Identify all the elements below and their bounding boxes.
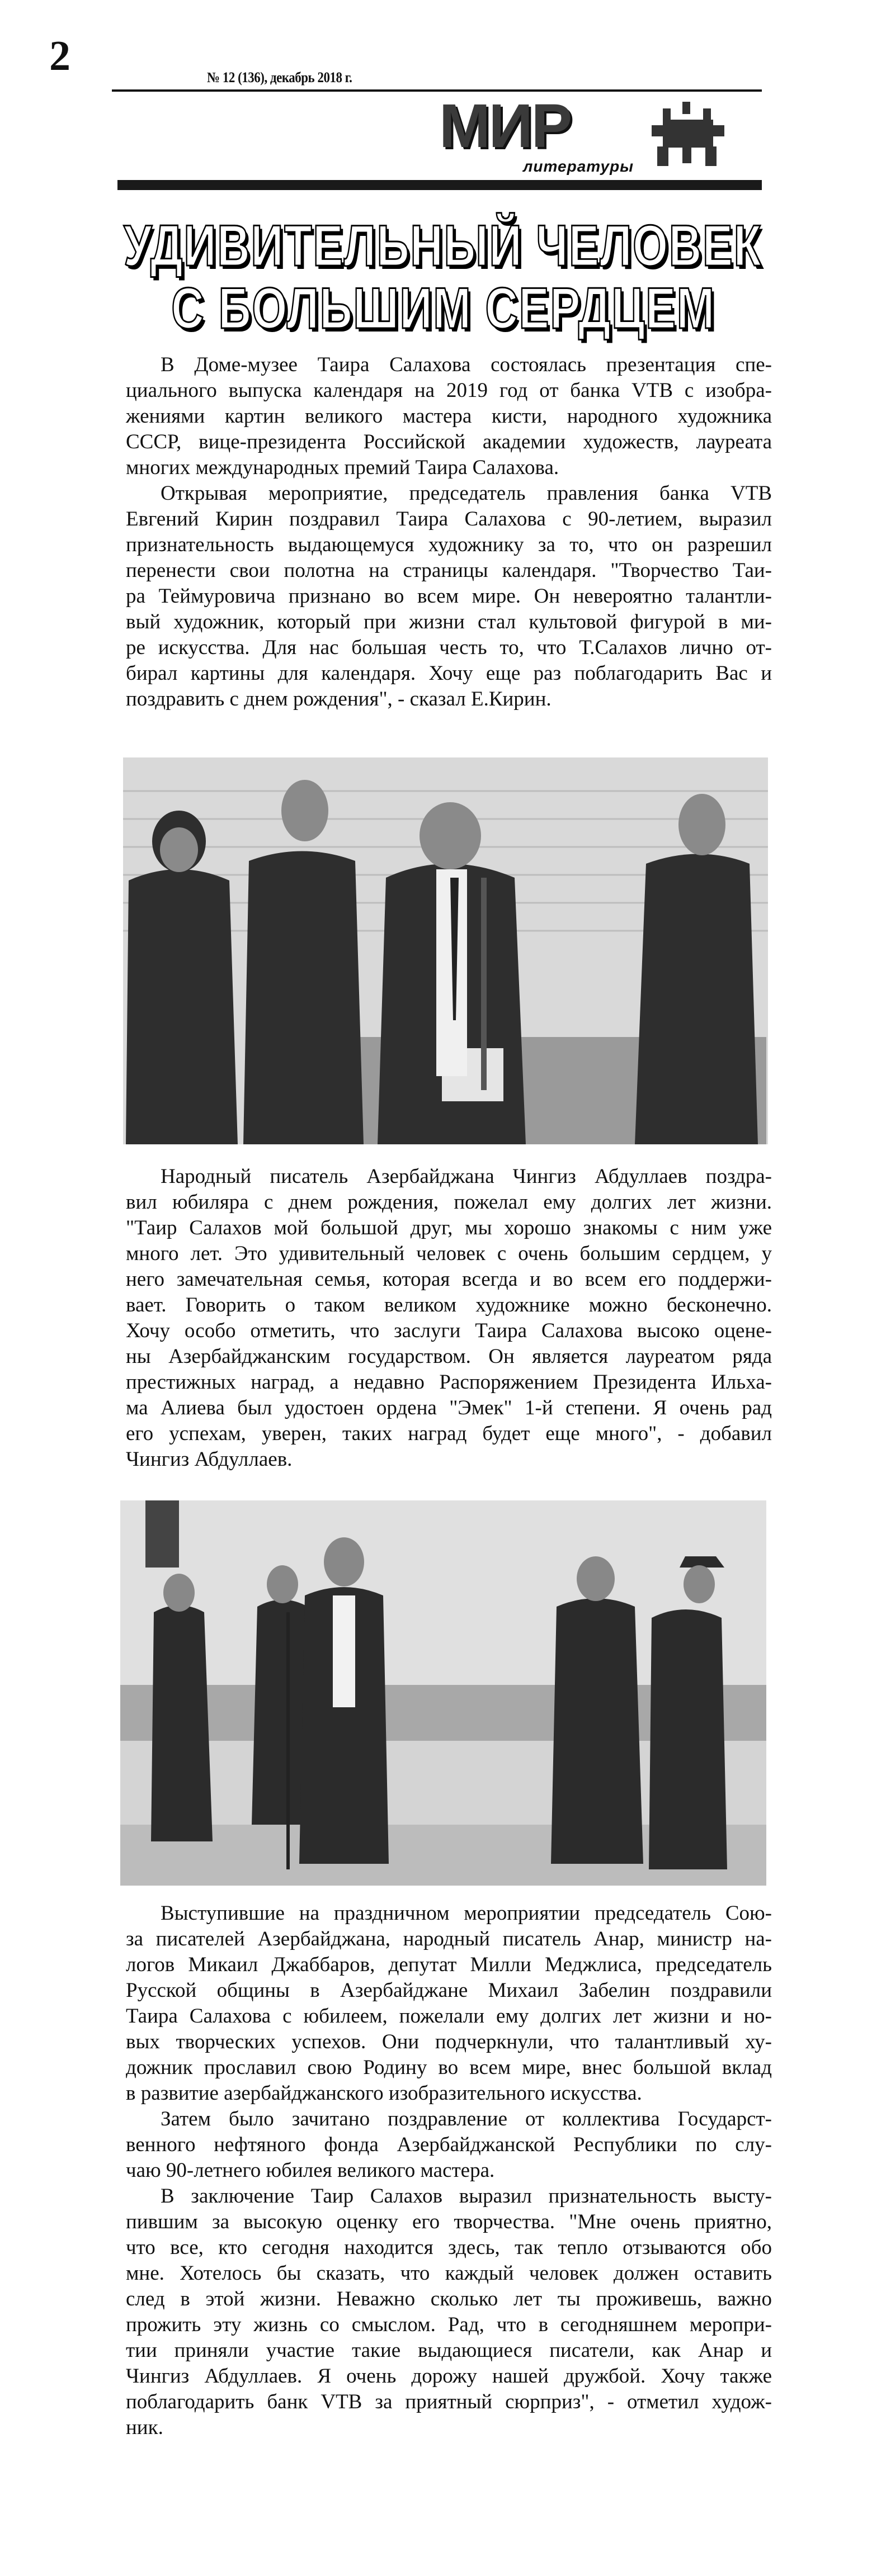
text-line: тии приняли участие такие выдающиеся писатели, как Анар и	[126, 2339, 772, 2362]
text-line: Чингиз Абдуллаев.	[126, 1448, 293, 1471]
article-title-line-2	[0, 276, 886, 341]
text-line: вает. Говорить о таком великом художнике можно бесконечно.	[126, 1294, 772, 1317]
masthead-bar	[117, 180, 762, 190]
text-line: в развитие азербайджанского изобразительного искусства.	[126, 2082, 642, 2105]
article-paragraph	[126, 352, 772, 481]
text-line: Русской общины в Азербайджане Михаил Забелин поздравили	[126, 1979, 772, 2002]
event-photo-audience	[120, 1500, 766, 1886]
text-line: циального выпуска календаря на 2019 год от банка VTB с изобра-	[126, 379, 772, 402]
text-line: Открывая мероприятие, председатель правления банка VTB	[161, 482, 772, 505]
text-line: жениями картин великого мастера кисти, народного художника	[126, 405, 772, 428]
text-line: мне. Хотелось бы сказать, что каждый человек должен оставить	[126, 2262, 772, 2285]
text-line: венного нефтяного фонда Азербайджанской Республики по слу-	[126, 2133, 772, 2156]
article-text-block	[126, 352, 772, 712]
text-line: дожник прославил свою Родину во всем мире, внес большой вклад	[126, 2056, 772, 2079]
text-line: поблагодарить банк VTB за приятный сюрприз", - отметил худож-	[126, 2390, 772, 2413]
event-photo-speakers	[123, 757, 768, 1144]
text-line: Таира Салахова с юбилеем, пожелали ему долгих лет жизни и но-	[126, 2005, 772, 2028]
logo-subtitle: литературы	[523, 158, 634, 175]
text-line: за писателей Азербайджана, народный писатель Анар, министр на-	[126, 1928, 772, 1950]
text-line: многих международных премий Таира Салахова.	[126, 456, 559, 479]
logo-word: МИР	[439, 92, 571, 160]
newspaper-logo	[439, 92, 736, 177]
text-line: много лет. Это удивительный человек с очень большим сердцем, у	[126, 1242, 772, 1265]
text-line: СССР, вице-президента Российской академии художеств, лауреата	[126, 430, 772, 453]
text-line: ник.	[126, 2416, 163, 2439]
text-line: Выступившие на праздничном мероприятии председатель Сою-	[161, 1902, 772, 1925]
issue-line: № 12 (136), декабрь 2018 г.	[207, 69, 352, 86]
text-line: поздравить с днем рождения", - сказал Е.Кирин.	[126, 688, 552, 711]
text-line: ре искусства. Для нас большая честь то, что Т.Салахов лично от-	[126, 636, 772, 659]
text-line: Евгений Кирин поздравил Таира Салахова с 90-летием, выразил	[126, 508, 772, 531]
text-line: В заключение Таир Салахов выразил признательность высту-	[161, 2185, 772, 2208]
article-text-block	[126, 1164, 772, 1472]
article-paragraph	[126, 1164, 772, 1472]
text-line: перенести свои полотна на страницы календаря. "Творчество Таи-	[126, 559, 772, 582]
text-line: Затем было зачитано поздравление от коллектива Государст-	[161, 2108, 772, 2130]
text-line: пившим за высокую оценку его творчества. "Мне очень приятно,	[126, 2210, 772, 2233]
text-line: ра Теймуровича признано во всем мире. Он невероятно талантли-	[126, 585, 772, 608]
article-paragraph	[126, 2106, 772, 2184]
text-line: ны Азербайджанским государством. Он является лауреатом ряда	[126, 1345, 772, 1368]
text-line: престижных наград, а недавно Распоряжением Президента Ильха-	[126, 1371, 772, 1394]
text-line: Чингиз Абдуллаев. Я очень дорожу нашей дружбой. Хочу также	[126, 2365, 772, 2388]
text-line: чаю 90-летнего юбилея великого мастера.	[126, 2159, 495, 2182]
text-line: него замечательная семья, которая всегда и во всем его поддержи-	[126, 1268, 772, 1291]
article-paragraph	[126, 2184, 772, 2441]
article-text-block	[126, 1901, 772, 2441]
text-line: логов Микаил Джаббаров, депутат Милли Меджлиса, председатель	[126, 1953, 772, 1976]
page-number: 2	[49, 32, 70, 79]
article-title-line-1	[0, 214, 886, 278]
title-text: УДИВИТЕЛЬНЫЙ ЧЕЛОВЕК	[124, 214, 762, 278]
text-line: В Доме-музее Таира Салахова состоялась презентация спе-	[161, 353, 772, 376]
text-line: вил юбиляра с днем рождения, пожелал ему долгих лет жизни.	[126, 1191, 772, 1214]
title-text: С БОЛЬШИМ СЕРДЦЕМ	[171, 276, 715, 341]
text-line: признательность выдающемуся художнику за то, что он разрешил	[126, 533, 772, 556]
text-line: след в этой жизни. Неважно сколько лет ты проживешь, важно	[126, 2288, 772, 2310]
text-line: Народный писатель Азербайджана Чингиз Абдуллаев поздра-	[161, 1165, 772, 1188]
text-line: что все, кто сегодня находится здесь, так тепло отзываются обо	[126, 2236, 772, 2259]
header-rule	[112, 89, 762, 92]
text-line: бирал картины для календаря. Хочу еще раз поблагодарить Вас и	[126, 662, 772, 685]
text-line: прожить эту жизнь со смыслом. Рад, что в сегодняшнем меропри-	[126, 2313, 772, 2336]
article-paragraph	[126, 481, 772, 712]
text-line: вый художник, который при жизни стал культовой фигурой в ми-	[126, 610, 772, 633]
article-paragraph	[126, 1901, 772, 2106]
text-line: ма Алиева был удостоен ордена "Эмек" 1-й степени. Я очень рад	[126, 1396, 772, 1419]
text-line: его успехам, уверен, таких наград будет еще много", - добавил	[126, 1422, 772, 1445]
text-line: Хочу особо отметить, что заслуги Таира Салахова высоко оцене-	[126, 1319, 772, 1342]
text-line: "Таир Салахов мой большой друг, мы хорошо знакомы с ним уже	[126, 1216, 772, 1239]
logo-emblem-icon	[652, 102, 724, 169]
text-line: вых творческих успехов. Они подчеркнули, что талантливый ху-	[126, 2030, 772, 2053]
